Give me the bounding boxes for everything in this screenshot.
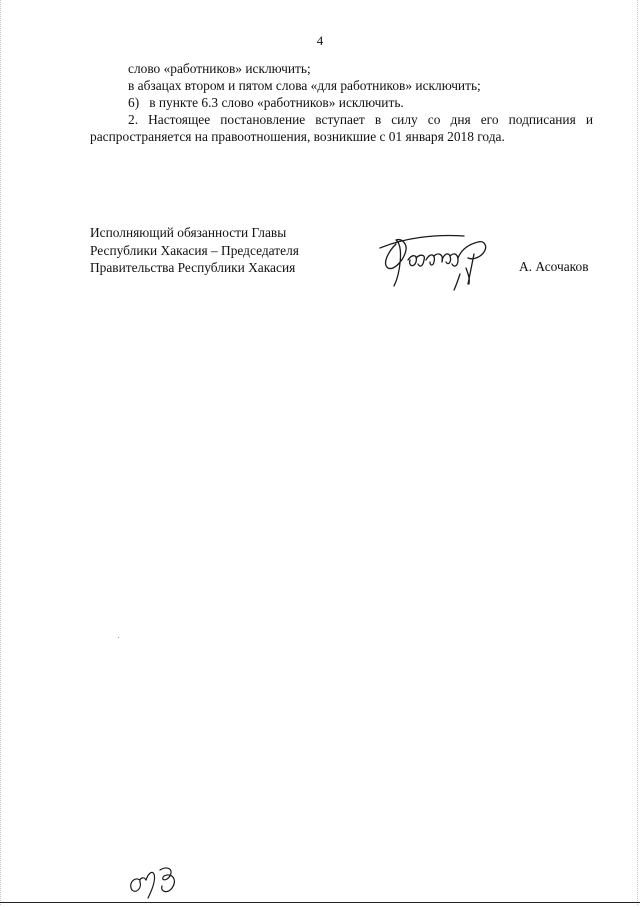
body-line-2: в абзацах втором и пятом слова «для работников» исключить; xyxy=(128,78,481,93)
body-line-1: слово «работников» исключить; xyxy=(128,61,311,76)
page-bottom-edge xyxy=(0,902,640,903)
scan-speck xyxy=(118,637,119,638)
page-number: 4 xyxy=(316,33,324,48)
document-body xyxy=(90,60,593,145)
page-right-edge xyxy=(637,0,639,905)
signer-title xyxy=(90,224,299,277)
body-line-3: 6) в пункте 6.3 слово «работников» исключить. xyxy=(128,95,404,110)
body-paragraph-2: 2. Настоящее постановление вступает в силу со дня его подписания и распространяется на правоотношения, возникшие с 01 января 2018 года. xyxy=(90,112,593,144)
page-left-edge xyxy=(0,0,2,905)
signer-title-line-3: Правительства Республики Хакасия xyxy=(90,260,296,275)
signer-title-line-1: Исполняющий обязанности Главы xyxy=(90,225,287,240)
handwritten-initials xyxy=(126,858,184,907)
handwritten-signature xyxy=(374,224,499,299)
signer-name: А. Асочаков xyxy=(519,259,589,274)
signer-title-line-2: Республики Хакасия – Председателя xyxy=(90,242,299,258)
